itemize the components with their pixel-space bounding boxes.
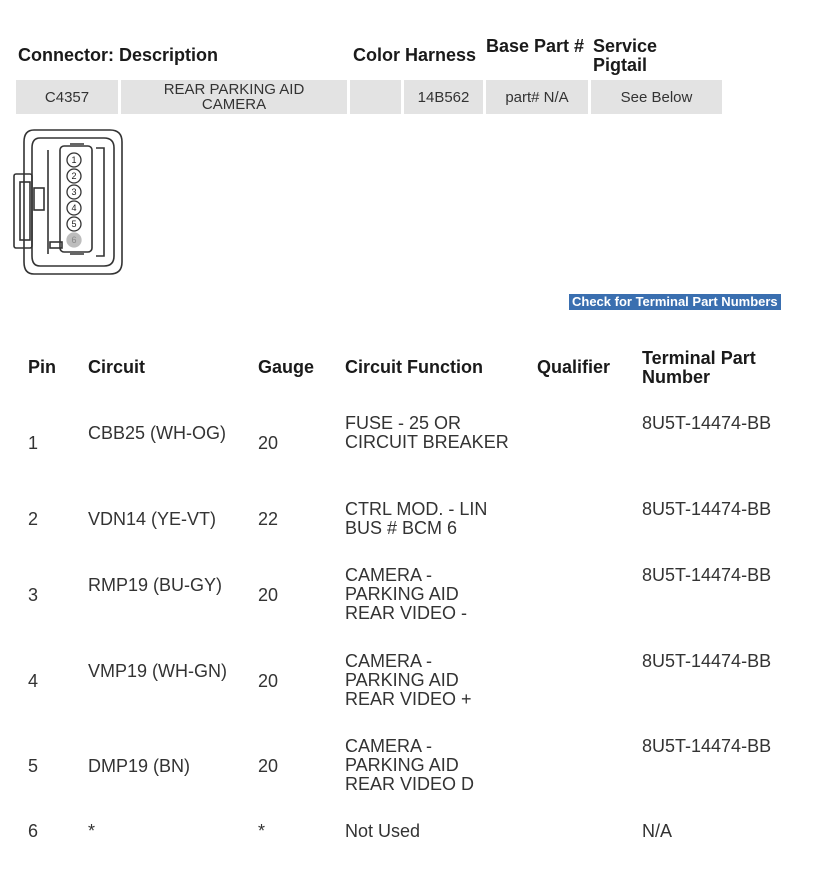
- circuit: VMP19 (WH-GN): [88, 661, 227, 681]
- col-header-qualifier: Qualifier: [537, 357, 611, 377]
- circuit-function: CAMERA - PARKING AID REAR VIDEO +: [345, 651, 472, 709]
- circuit-function: Not Used: [345, 821, 421, 841]
- connector-pin-label: 2: [71, 171, 77, 181]
- connector-pin-label: 6: [71, 235, 77, 245]
- pin-number: 6: [28, 821, 39, 841]
- pin-number: 3: [28, 585, 39, 605]
- col-header-gauge: Gauge: [258, 357, 315, 377]
- gauge: 20: [258, 433, 279, 453]
- connector-pin-label: 4: [71, 203, 77, 213]
- connector-harness: 14B562: [404, 80, 483, 114]
- circuit-function: CTRL MOD. - LIN BUS # BCM 6: [345, 499, 488, 538]
- gauge: 20: [258, 585, 279, 605]
- circuit: DMP19 (BN): [88, 756, 191, 776]
- header-connector-description: Connector: Description: [18, 45, 219, 65]
- pin-number: 4: [28, 671, 39, 691]
- terminal-part-number: 8U5T-14474-BB: [642, 499, 772, 519]
- header-service-pigtail: Service Pigtail: [593, 36, 658, 75]
- circuit-function: FUSE - 25 OR CIRCUIT BREAKER: [345, 413, 509, 452]
- circuit: CBB25 (WH-OG): [88, 423, 227, 443]
- circuit-function: CAMERA - PARKING AID REAR VIDEO D: [345, 736, 475, 794]
- circuit: VDN14 (YE-VT): [88, 509, 217, 529]
- circuit: RMP19 (BU-GY): [88, 575, 223, 595]
- gauge: 20: [258, 671, 279, 691]
- circuit-function: CAMERA - PARKING AID REAR VIDEO -: [345, 565, 468, 623]
- gauge: 20: [258, 756, 279, 776]
- terminal-part-number: 8U5T-14474-BB: [642, 565, 772, 585]
- gauge: *: [258, 821, 266, 841]
- terminal-part-number: 8U5T-14474-BB: [642, 736, 772, 756]
- header-color-harness: Color Harness: [353, 45, 477, 65]
- connector-pin-label: 1: [71, 155, 77, 165]
- gauge: 22: [258, 509, 279, 529]
- col-header-circuit-function: Circuit Function: [345, 357, 483, 377]
- header-base-part: Base Part #: [486, 36, 585, 56]
- pin-number: 2: [28, 509, 39, 529]
- connector-pin-label: 3: [71, 187, 77, 197]
- circuit: *: [88, 821, 96, 841]
- terminal-part-number: 8U5T-14474-BB: [642, 651, 772, 671]
- connector-base-part: part# N/A: [486, 80, 588, 114]
- connector-pinout-diagram-icon: [12, 124, 127, 280]
- col-header-circuit: Circuit: [88, 357, 146, 377]
- connector-table-header: [0, 0, 813, 80]
- col-header-terminal-part-number: Terminal Part Number: [642, 348, 756, 387]
- pin-number: 1: [28, 433, 39, 453]
- connector-id: C4357: [16, 80, 118, 114]
- check-terminal-part-numbers-link[interactable]: Check for Terminal Part Numbers: [569, 294, 781, 310]
- connector-pin-label: 5: [71, 219, 77, 229]
- col-header-pin: Pin: [28, 357, 57, 377]
- connector-color: [350, 80, 401, 114]
- terminal-part-number: N/A: [642, 821, 673, 841]
- terminal-part-number: 8U5T-14474-BB: [642, 413, 772, 433]
- pin-number: 5: [28, 756, 39, 776]
- connector-description: REAR PARKING AID CAMERA: [121, 80, 347, 114]
- connector-service-pigtail: See Below: [591, 80, 722, 114]
